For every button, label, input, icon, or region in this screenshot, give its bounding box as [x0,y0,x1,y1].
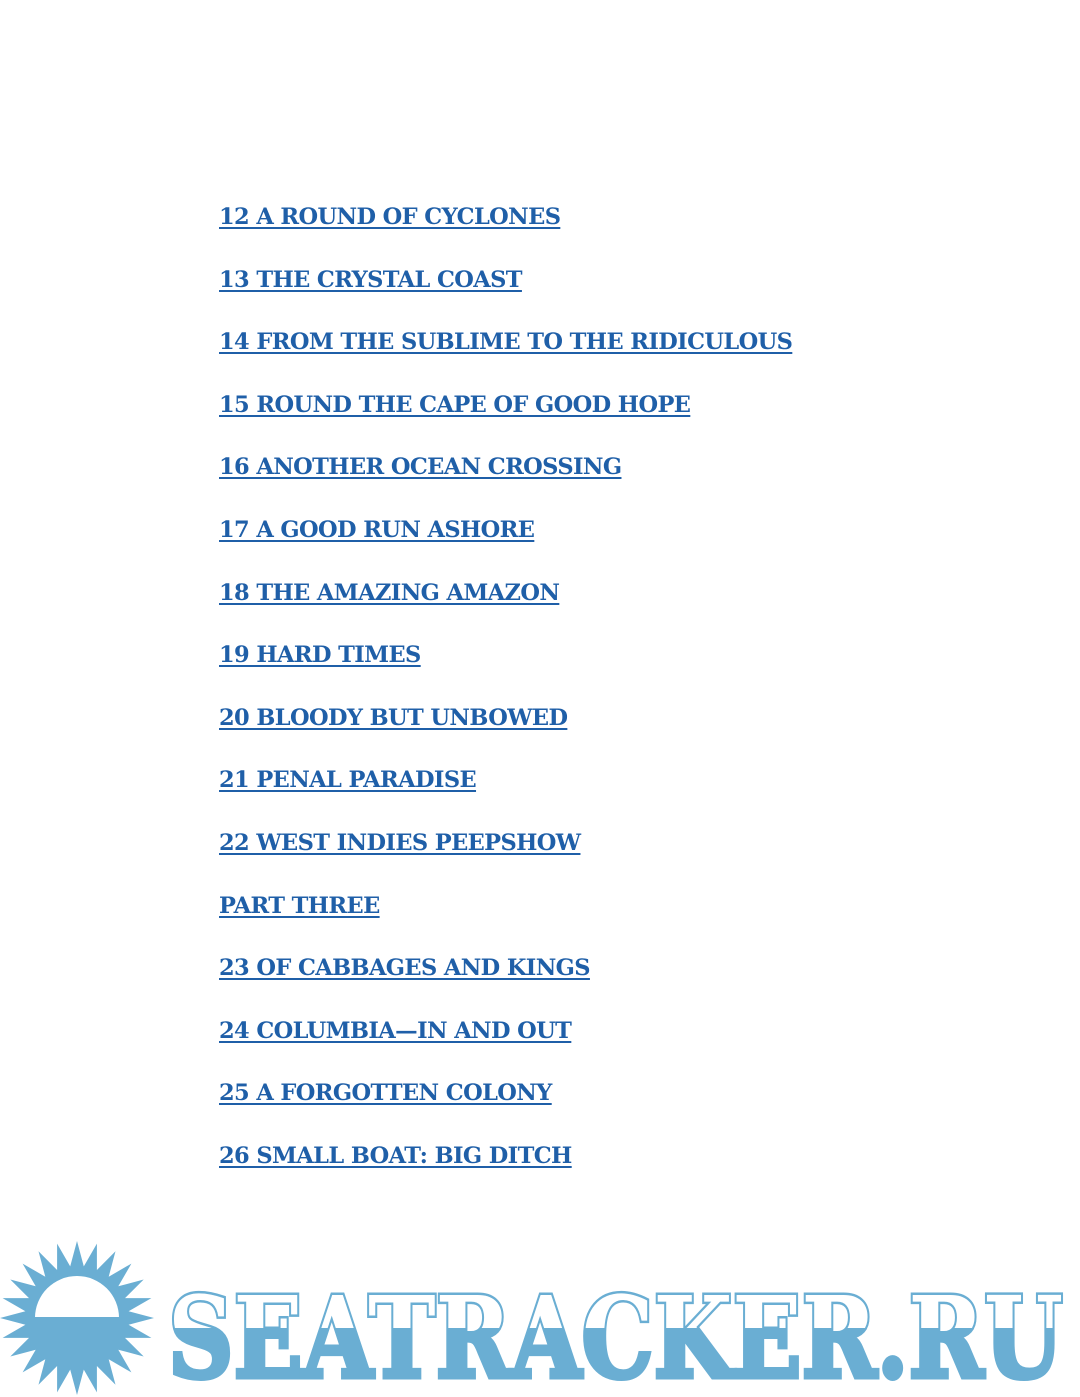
toc-item [219,1075,792,1138]
toc-link[interactable]: 24 COLUMBIA—IN AND OUT [219,1017,572,1044]
watermark-text: SEATRACKER.RU [168,1273,1063,1397]
toc-item [219,449,792,512]
toc-item [219,262,792,325]
toc-link[interactable]: 20 BLOODY BUT UNBOWED [219,704,568,731]
toc-item [219,1013,792,1076]
sun-icon [0,1241,154,1395]
toc-link[interactable]: 12 A ROUND OF CYCLONES [219,204,561,230]
toc-link[interactable]: 18 THE AMAZING AMAZON [219,579,560,606]
toc-link[interactable]: 17 A GOOD RUN ASHORE [219,516,535,543]
watermark-logo [0,1235,1080,1397]
toc-link[interactable]: 26 SMALL BOAT: BIG DITCH [219,1142,572,1169]
toc-link[interactable]: 14 FROM THE SUBLIME TO THE RIDICULOUS [219,329,793,356]
toc-link[interactable]: 25 A FORGOTTEN COLONY [219,1080,552,1107]
toc-item [219,199,792,262]
toc-link[interactable]: 13 THE CRYSTAL COAST [219,266,522,293]
toc-item [219,324,792,387]
toc-item [219,762,792,825]
toc-link[interactable]: 15 ROUND THE CAPE OF GOOD HOPE [219,391,691,418]
table-of-contents [219,199,792,1201]
toc-item [219,950,792,1013]
toc-link[interactable]: 19 HARD TIMES [219,642,421,669]
toc-item [219,637,792,700]
toc-item [219,700,792,763]
toc-item [219,387,792,450]
toc-item [219,825,792,888]
toc-item [219,575,792,638]
toc-item [219,1138,792,1201]
toc-link[interactable]: 23 OF CABBAGES AND KINGS [219,955,590,982]
toc-item [219,512,792,575]
toc-link[interactable]: 22 WEST INDIES PEEPSHOW [219,829,581,856]
toc-link[interactable]: 21 PENAL PARADISE [219,767,477,794]
toc-link-part-three[interactable]: PART THREE [219,892,380,919]
toc-item [219,888,792,951]
toc-link[interactable]: 16 ANOTHER OCEAN CROSSING [219,454,622,481]
